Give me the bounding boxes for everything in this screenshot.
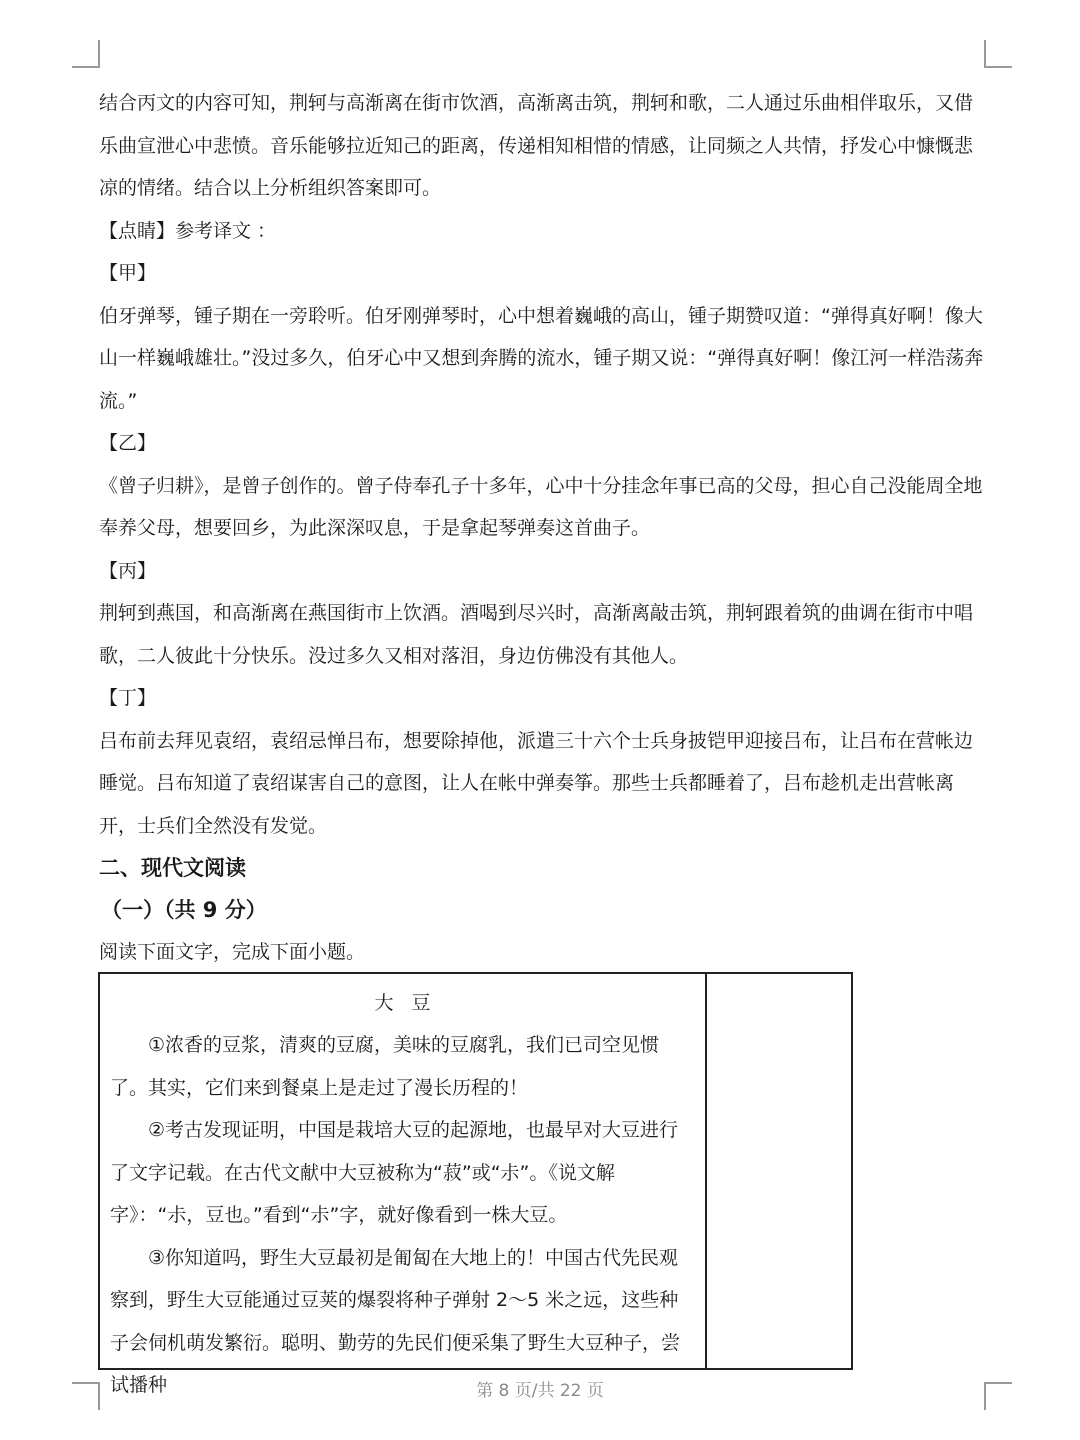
crop-mark-top-left xyxy=(72,40,100,68)
section-label-jia: 【甲】 xyxy=(99,262,157,284)
passage-title: 大豆 xyxy=(374,992,449,1014)
answer-analysis-paragraph: 结合丙文的内容可知，荆轲与高渐离在街市饮酒，高渐离击筑，荆轲和歌，二人通过乐曲相伴取乐，又借乐曲宣泄心中悲愤。音乐能够拉近知己的距离，传递相知相惜的情感，让同频之人共情，抒发心中慷慨悲凉的情绪。结合以上分析组织答案即可。 xyxy=(99,92,974,199)
section-label-bing: 【丙】 xyxy=(99,559,157,582)
translation-bing: 荆轲到燕国，和高渐离在燕国街市上饮酒。酒喝到尽兴时，高渐离敲击筑，荆轲跟着筑的曲调在街市中唱歌，二人彼此十分快乐。没过多久又相对落泪，身边仿佛没有其他人。 xyxy=(99,602,974,667)
page-body xyxy=(99,82,985,974)
reference-translation-label: 【点睛】参考译文 ： xyxy=(99,219,277,242)
translation-ding: 吕布前去拜见袁绍，袁绍忌惮吕布，想要除掉他，派遣三十六个士兵身披铠甲迎接吕布，让吕布在营帐边睡觉。吕布知道了袁绍谋害自己的意图，让人在帐中弹奏筝。那些士兵都睡着了，吕布趁机走出营帐离开，士兵们全然没有发觉。 xyxy=(99,729,974,837)
section-heading: 二、现代文阅读 xyxy=(99,856,246,880)
section-label-ding: 【丁】 xyxy=(99,687,157,709)
passage-margin-column xyxy=(707,974,851,1368)
passage-paragraph-1: ①浓香的豆浆，清爽的豆腐，美味的豆腐乳，我们已司空见惯了。其实，它们来到餐桌上是走过了漫长历程的！ xyxy=(110,1034,660,1099)
passage-paragraph-2: ②考古发现证明，中国是栽培大豆的起源地，也最早对大豆进行了文字记载。在古代文献中大豆被称为“菽”或“尗”。《说文解字》：“尗，豆也。”看到“尗”字，就好像看到一株大豆。 xyxy=(110,1119,679,1226)
subsection-heading: （一）（共 9 分） xyxy=(101,898,267,922)
section-label-yi: 【乙】 xyxy=(99,432,157,454)
page-number-footer: 第 8 页/共 22 页 xyxy=(476,1381,604,1401)
crop-mark-top-right xyxy=(984,40,1012,68)
passage-paragraph-3: ③你知道吗，野生大豆最初是匍匐在大地上的！中国古代先民观察到，野生大豆能通过豆荚的爆裂将种子弹射 2～5 米之远，这些种子会伺机萌发繁衍。聪明、勤劳的先民们便采集了野生大豆种子，尝试播种 xyxy=(110,1246,681,1396)
translation-yi: 《曾子归耕》，是曾子创作的。曾子侍奉孔子十多年，心中十分挂念年事已高的父母，担心自己没能周全地奉养父母，想要回乡，为此深深叹息，于是拿起琴弹奏这首曲子。 xyxy=(99,474,983,539)
reading-instruction: 阅读下面文字，完成下面小题。 xyxy=(99,941,366,963)
translation-jia: 伯牙弹琴，锺子期在一旁聆听。伯牙刚弹琴时，心中想着巍峨的高山，锺子期赞叹道：“弹得真好啊！像大山一样巍峨雄壮。”没过多久，伯牙心中又想到奔腾的流水，锺子期又说：“弹得真好啊！像江河一样浩荡奔流。” xyxy=(99,304,984,412)
